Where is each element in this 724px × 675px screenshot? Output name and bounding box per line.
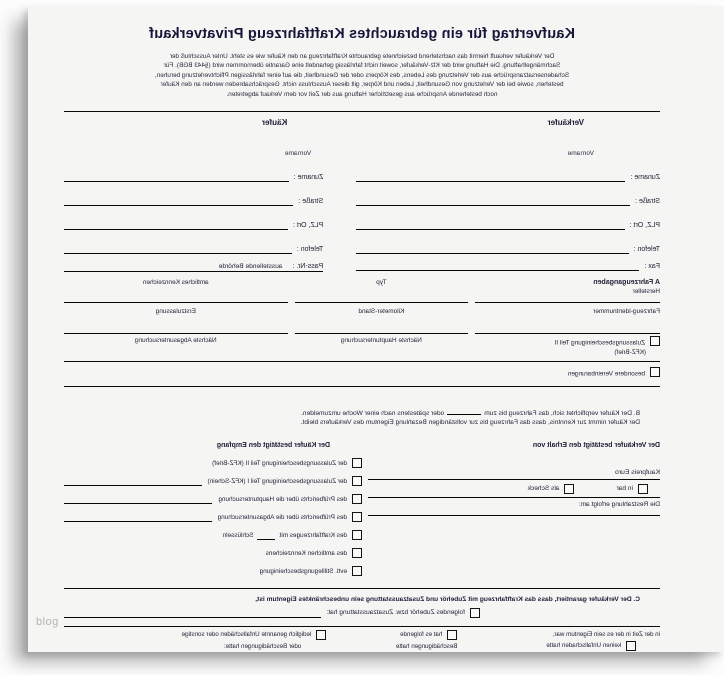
- checkbox-zulassung-teil2: [650, 336, 660, 346]
- checkbox-zb-teil1: [352, 476, 362, 486]
- kilometerstand-label: Kilometer-Stand: [358, 308, 405, 316]
- field-label: Telefon :: [296, 246, 324, 254]
- item-label: des Prüfberichts über die Hauptuntersuchung: [218, 496, 347, 504]
- folgende-label-line2: Beschädigungen hatte: [395, 643, 458, 651]
- fill-in-line: [295, 296, 468, 303]
- divider: [64, 386, 660, 387]
- condition-row: [64, 630, 660, 651]
- b-line1-end: oder spätestens nach einer Woche umzumelden.: [301, 410, 445, 418]
- seller-field-telefon: [356, 230, 660, 254]
- fill-in-line: [64, 521, 212, 522]
- fill-in-line: [475, 296, 660, 303]
- fill-in-line: [64, 503, 212, 504]
- seller-column: [356, 118, 660, 272]
- checkbox-als-scheck: [565, 484, 575, 494]
- vereinbarungen-label: besondere Vereinbarungen: [567, 370, 645, 378]
- listed-damage-option: [64, 630, 326, 640]
- item-label: des amtlichen Kennzeichens: [265, 550, 347, 558]
- vehicle-heading-cell: [475, 278, 660, 296]
- buyer-field-zuname: [64, 158, 323, 182]
- handover-item: [64, 476, 362, 486]
- seller-field-strasse: [356, 182, 660, 206]
- field-label: Zuname :: [630, 174, 660, 182]
- registration-cert2-item: [475, 336, 660, 357]
- buyer-field-telefon: [64, 230, 323, 254]
- b-line1: [64, 407, 640, 418]
- scheck-option: [528, 484, 575, 494]
- fill-in-line: [64, 296, 288, 303]
- field-label: Pass-Nr. :: [292, 263, 324, 271]
- seller-vorname-label: Vorname: [567, 150, 594, 158]
- genannte-label-line2: oder Beschädigungen hatte:: [223, 643, 302, 651]
- no-accident-option: [457, 641, 636, 651]
- seller-field-zuname: [356, 158, 660, 182]
- b-line2: Der Käufer nimmt zur Kenntnis, dass das Fahrzeug bis zur vollständigen Bezahlung Eigentum des Verkäufers bleibt.: [300, 419, 640, 427]
- checkbox-au-bericht: [352, 512, 362, 522]
- section-b-paragraph: [64, 407, 640, 427]
- handover-item: [64, 530, 362, 540]
- buyer-field-pass: [64, 254, 323, 272]
- checkbox-folgende-schaeden: [447, 630, 457, 640]
- divider: [64, 361, 660, 362]
- confirmation-columns: [64, 441, 660, 576]
- section-c-paragraph: C. Der Verkäufer garantiert, dass das Kraftfahrzeug mit Zubehör und Zusatzausstattung sein unbeschränktes Eigentum ist,: [255, 596, 640, 604]
- checkbox-zubehoer: [470, 608, 480, 618]
- intro-line: Schadensersatzansprüche aus der Verletzung des Lebens, des Körpers oder der Gesundheit, die auf einer fahrlässigen Pflichtverletzung beruhen,: [154, 71, 570, 79]
- zb2-label-line2: (KFZ-Brief): [614, 348, 646, 356]
- buyer-header: Käufer: [261, 118, 288, 128]
- au-label: Nächste Abgasuntersuchung: [134, 337, 217, 345]
- checkbox-in-bar: [638, 484, 648, 494]
- key-count-line: [258, 533, 276, 540]
- date-fill-line: [447, 407, 481, 415]
- handover-item: [64, 458, 362, 468]
- b-line1-start: B. Der Käufer verpflichtet sich, das Fahrzeug bis zum: [484, 410, 640, 418]
- checkbox-kein-unfall: [626, 641, 636, 651]
- zubehoer-label: folgendes Zubehör bzw. Zusatzausstattung hat:: [326, 609, 465, 617]
- damage-block: [326, 630, 457, 651]
- field-label: Straße :: [298, 198, 324, 206]
- fill-in-line: [64, 485, 202, 486]
- vehicle-row3: [64, 336, 660, 357]
- in-bar-label: in bar: [616, 485, 633, 493]
- accessories-row: [64, 608, 480, 618]
- buyer-field-strasse: [64, 182, 323, 206]
- checkbox-besondere-vereinbarungen: [650, 367, 660, 377]
- checkbox-zb-teil2: [352, 458, 362, 468]
- checkbox-genannte-schaeden: [316, 630, 326, 640]
- hu-label: Nächste Hauptuntersuchung: [340, 337, 422, 345]
- buyer-vorname-label: Vorname: [284, 150, 312, 158]
- schluesseln-label: Schlüsseln: [222, 532, 254, 540]
- blog-watermark: blog: [36, 616, 59, 628]
- ownership-period-block: [457, 630, 660, 651]
- seller-field-plz-ort: [356, 206, 660, 230]
- mirrored-page-content: [28, 6, 724, 652]
- handover-item: [64, 494, 362, 504]
- item-label: der Zulassungsbescheinigung Teil I (KFZ-Schein): [207, 478, 347, 486]
- field-label: Zuname :: [293, 174, 324, 182]
- field-label: Straße :: [635, 198, 660, 206]
- fill-in-line: [64, 316, 288, 334]
- als-scheck-label: als Scheck: [527, 485, 560, 493]
- divider: [64, 588, 660, 589]
- folgende-label: hat es folgende: [400, 631, 443, 639]
- in-bar-option: [617, 484, 649, 494]
- item-label: evtl. Stilllegungsbescheinigung: [259, 568, 347, 576]
- buyer-confirmation-column: [64, 441, 362, 576]
- item-label: des Prüfberichts über die Abgasuntersuchung: [217, 514, 347, 522]
- buyer-confirm-header: Der Käufer bestätigt den Empfang: [216, 442, 330, 450]
- divider: [64, 111, 660, 112]
- buyer-field-plz-ort: [64, 206, 323, 230]
- issuing-authority-label: ausstellende Behörde: [218, 263, 283, 271]
- checkbox-fahrzeug-schluessel: [352, 530, 362, 540]
- checkbox-stilllegung: [352, 566, 362, 576]
- vehicle-line-row: [64, 296, 660, 302]
- seller-confirmation-column: [368, 441, 660, 576]
- checkbox-kennzeichen: [352, 548, 362, 558]
- section-a-heading: A Fahrzeugangaben: [593, 279, 660, 287]
- item-label: der Zulassungsbescheinigung Teil II (KFZ-Brief): [212, 460, 347, 468]
- seller-header: Verkäufer: [547, 118, 584, 128]
- vehicle-section-head: [64, 278, 660, 296]
- buyer-column: [64, 118, 323, 272]
- intro-line: Der Verkäufer verkauft hiermit das nachstehend bezeichnete gebrauchte Kraftfahrzeug an den Käufer wie es steht. Unter Ausschluß der: [169, 53, 555, 60]
- erstzulassung-label: Erstzulassung: [155, 308, 196, 316]
- payment-method-row: [368, 484, 660, 498]
- kaufpreis-row: Kaufpreis Euro: [368, 468, 660, 480]
- field-label: PLZ, Ort :: [292, 222, 324, 230]
- item-label: des Kraftfahrzeuges mit: [279, 532, 347, 540]
- fill-in-line: [295, 316, 468, 334]
- intro-line: Sachmängelhaftung. Die Haftung wird der Kfz-Verkäufer, soweit nicht fahrlässig gehandelt eine Garantie übernommen wird (§443 BGB). Für: [163, 62, 561, 70]
- fill-in-line: [475, 316, 660, 334]
- party-section: [64, 118, 660, 272]
- seller-confirm-header: Der Verkäufer bestätigt den Erhalt von: [532, 442, 660, 450]
- fill-in-line: [356, 270, 639, 271]
- seller-field-fax: [356, 254, 660, 271]
- special-agreements-row: [64, 367, 660, 379]
- fill-in-line: [64, 617, 321, 618]
- intro-line: noch bestehende Ansprüche aus gesetzlicher Haftung aus der Zeit vor dem Verkauf abgetreten.: [226, 90, 498, 98]
- contract-title: Kaufvertrag für ein gebrauchtes Kraftfahrzeug Privatverkauf: [149, 26, 575, 42]
- handover-item: [64, 566, 362, 576]
- kein-unfall-label: keinen Unfallschaden hatte: [546, 642, 621, 650]
- divider: [64, 626, 660, 627]
- intro-line: bestehen, sowie bei der Verletzung von Gesundheit, Leben und Körper, gilt dieser Ausschluss nicht. Gesprächsabreden werden an den Käufer: [160, 81, 564, 89]
- kennzeichen-label: amtliches Kennzeichen: [142, 279, 209, 287]
- damage-option: [326, 630, 457, 640]
- hersteller-label: Hersteller: [632, 288, 660, 296]
- field-label: PLZ, Ort :: [629, 222, 660, 230]
- checkbox-hu-bericht: [352, 494, 362, 504]
- zb2-label: Zulassungsbescheinigung Teil II: [554, 339, 645, 347]
- handover-item: [64, 512, 362, 522]
- contract-page: [28, 6, 724, 652]
- restzahlung-row: Die Restzahlung erfolgt am:: [368, 500, 660, 516]
- vehicle-row2-labels: [64, 307, 660, 316]
- handover-item: [64, 548, 362, 558]
- field-label: Telefon :: [633, 246, 660, 254]
- listed-damage-block: [64, 630, 326, 651]
- field-label: Fax :: [644, 263, 660, 271]
- ownership-period-label: in der Zeit in der es sein Eigentum war,: [553, 631, 660, 639]
- intro-paragraph: [64, 52, 660, 99]
- genannte-label: lediglich genannte Unfallschäden oder sonstige: [181, 631, 312, 639]
- typ-label: Typ: [376, 279, 387, 287]
- vehicle-line-row: [64, 316, 660, 333]
- identnummer-label: Fahrzeug-Identnummer: [593, 308, 660, 316]
